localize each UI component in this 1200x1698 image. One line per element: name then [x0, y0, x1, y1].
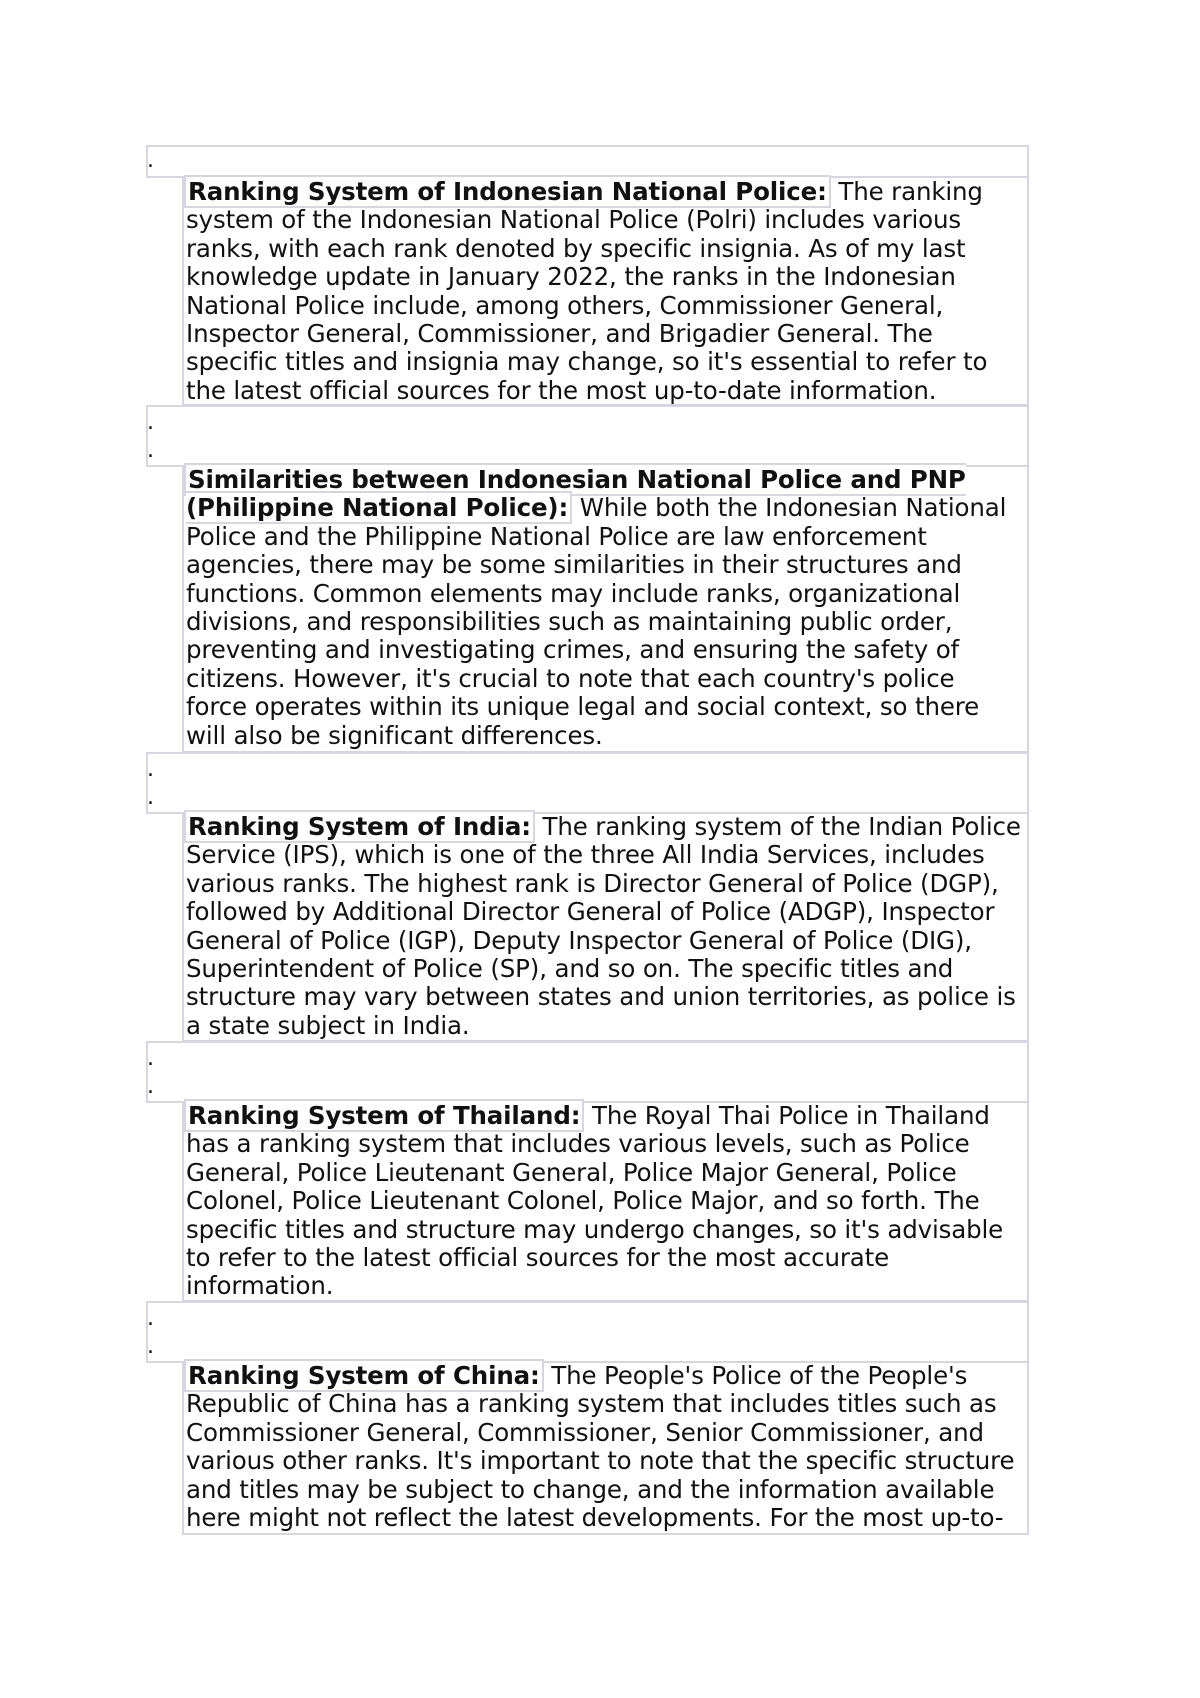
- section-indonesia-pnp-similarities: [182, 466, 1029, 753]
- bullet-marker: .: [147, 757, 154, 782]
- section-body: While both the Indonesian National Police and the Philippine National Police are law enforcement agencies, there may be some similarities in their structures and functions. Common elements may include ranks, organizational divisions, and responsibilities such as maintaining public order, preventing and investigating crimes, and ensuring the safety of citizens. However, it's crucial to note that each country's police force operates within its unique legal and social context, so there will also be significant differences.: [186, 493, 1007, 750]
- section-heading: Ranking System of Thailand:: [184, 1099, 584, 1132]
- bullet-marker: .: [147, 410, 154, 435]
- separator-row: [146, 1041, 1029, 1103]
- section-indonesia-ranking: [182, 178, 1029, 406]
- bullet-marker: .: [147, 1074, 154, 1099]
- section-body: The ranking system of the Indonesian National Police (Polri) includes various ranks, with each rank denoted by specific insignia. As of my last knowledge update in January 2022, the ranks in the Indonesian National Police include, among others, Commissioner General, Inspector General, Commissioner, and Brigadier General. The specific titles and insignia may change, so it's essential to refer to the latest official sources for the most up-to-date information.: [186, 177, 988, 405]
- separator-row: [146, 752, 1029, 814]
- section-china-ranking: [182, 1362, 1029, 1535]
- section-body: The Royal Thai Police in Thailand has a ranking system that includes various levels, such as Police General, Police Lieutenant General, Police Major General, Police Colonel, Police Lieutenant Colonel, Police Major, and so forth. The specific titles and structure may undergo changes, so it's advisable to refer to the latest official sources for the most accurate information.: [186, 1101, 1004, 1301]
- bullet-marker: .: [147, 1306, 154, 1331]
- bullet-marker: .: [147, 1046, 154, 1071]
- section-body: The People's Police of the People's Republic of China has a ranking system that includes titles such as Commissioner General, Commissioner, Senior Commissioner, and various other ranks. It's important to note that the specific structure and titles may be subject to change, and the information available here might not reflect the latest developments. For the most up-to-: [186, 1361, 1015, 1533]
- separator-row: [146, 145, 1029, 178]
- bullet-marker: .: [147, 148, 154, 173]
- section-heading: Ranking System of China:: [184, 1359, 544, 1392]
- bullet-marker: .: [147, 438, 154, 463]
- section-heading: Similarities between Indonesian National Police and PNP (Philippine National Police):: [186, 465, 966, 523]
- section-heading: Ranking System of Indonesian National Police:: [184, 175, 831, 208]
- section-heading: Ranking System of India:: [184, 810, 535, 843]
- separator-row: [146, 405, 1029, 467]
- section-india-ranking: [182, 813, 1029, 1042]
- section-body: The ranking system of the Indian Police Service (IPS), which is one of the three All India Services, includes various ranks. The highest rank is Director General of Police (DGP), followed by Additional Director General of Police (ADGP), Inspector General of Police (IGP), Deputy Inspector General of Police (DIG), Superintendent of Police (SP), and so on. The specific titles and structure may vary between states and union territories, as police is a state subject in India.: [186, 812, 1021, 1040]
- section-thailand-ranking: [182, 1102, 1029, 1302]
- separator-row: [146, 1301, 1029, 1363]
- bullet-marker: .: [147, 785, 154, 810]
- bullet-marker: .: [147, 1334, 154, 1359]
